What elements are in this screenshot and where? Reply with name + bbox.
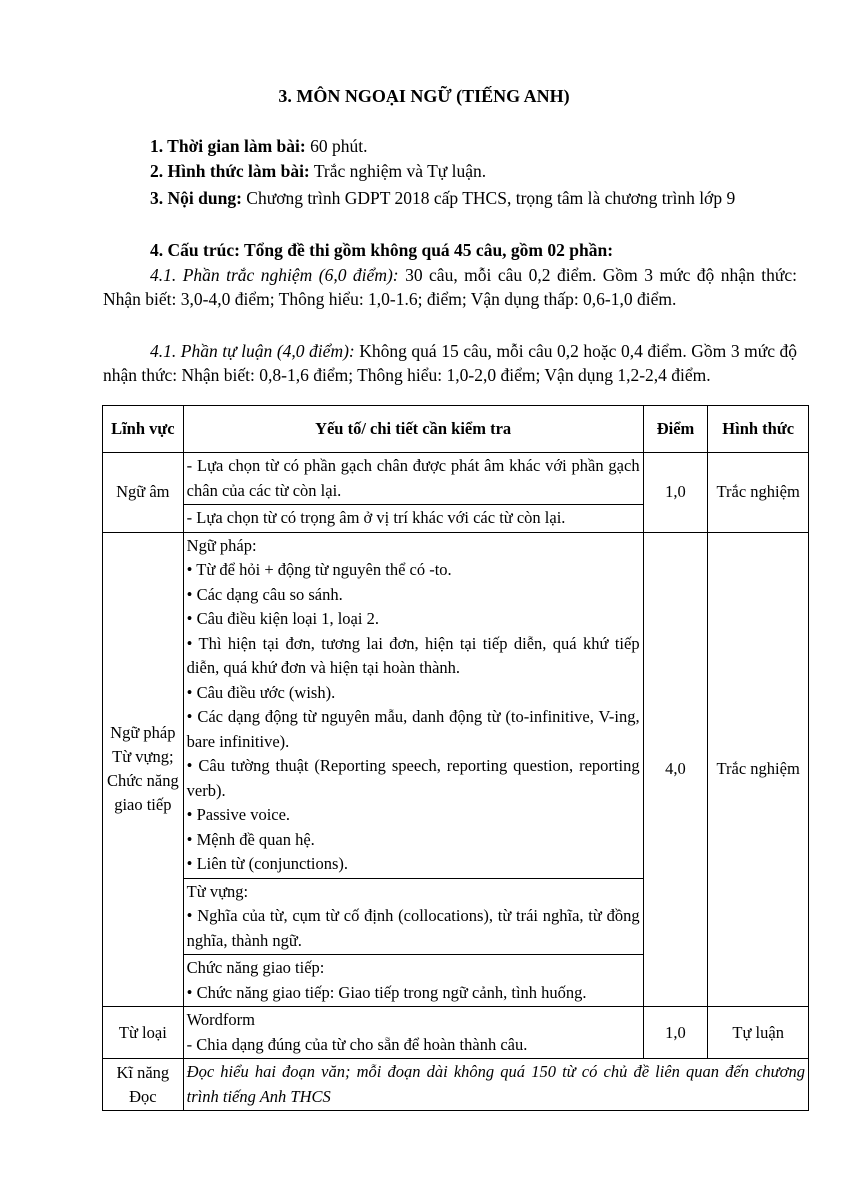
item-line: • Các dạng câu so sánh. (186, 584, 343, 604)
form-cell: Tự luận (708, 1007, 809, 1059)
mc-label: 4.1. Phần trắc nghiệm (6,0 điểm): (150, 265, 399, 285)
table-row (103, 532, 809, 1007)
item-line: • Câu điều ước (wish). (186, 682, 336, 702)
item-section (184, 505, 643, 532)
essay-value: Không quá 15 câu, mỗi câu 0,2 hoặc 0,4 điểm. Gồm 3 mức độ nhận thức: Nhận biết: 0,8-1,6 điểm; Thông hiểu: 1,0-2,0 điểm; Vận dụng 1,2-2,4 điểm. (103, 341, 797, 385)
essay-paragraph (103, 339, 797, 387)
field-cell: Kĩ năng Đọc (103, 1059, 184, 1111)
item-cell (183, 1007, 643, 1059)
field-cell: Ngữ âm (103, 453, 184, 533)
item-line: - Lựa chọn từ có trọng âm ở vị trí khác với các từ còn lại. (186, 508, 566, 527)
item-line: • Mệnh đề quan hệ. (186, 829, 315, 849)
item-line: • Câu tường thuật (Reporting speech, reporting question, reporting verb). (186, 756, 640, 800)
item-section (184, 533, 643, 879)
table-row (103, 1059, 809, 1111)
item-line: • Liên từ (conjunctions). (186, 854, 349, 873)
item-line: Ngữ pháp: (186, 535, 257, 555)
header-form: Hình thức (708, 406, 809, 453)
header-item: Yếu tố/ chi tiết cần kiểm tra (183, 406, 643, 453)
item-section (184, 955, 643, 1006)
item-section (184, 453, 643, 505)
score-cell: 4,0 (643, 532, 708, 1007)
score-cell: 1,0 (643, 1007, 708, 1059)
time-label: 1. Thời gian làm bài: (150, 136, 306, 156)
item-line: Wordform (186, 1010, 255, 1029)
table-header-row (103, 406, 809, 453)
item-line: Từ vựng: (186, 881, 249, 901)
field-cell: Từ loại (103, 1007, 184, 1059)
header-score: Điểm (643, 406, 708, 453)
form-cell: Trắc nghiệm (708, 453, 809, 533)
essay-label: 4.1. Phần tự luận (4,0 điểm): (150, 341, 355, 361)
section-title: 3. MÔN NGOẠI NGỮ (TIẾNG ANH) (278, 86, 570, 106)
form-paragraph (103, 159, 797, 183)
item-cell (183, 453, 643, 533)
header-field: Lĩnh vực (103, 406, 184, 453)
item-line: • Nghĩa của từ, cụm từ cố định (collocations), từ trái nghĩa, từ đồng nghĩa, thành ngữ. (186, 906, 640, 950)
item-line: • Chức năng giao tiếp: Giao tiếp trong ngữ cảnh, tình huống. (186, 982, 587, 1002)
mc-paragraph (103, 263, 797, 311)
mc-value: 30 câu, mỗi câu 0,2 điểm. Gồm 3 mức độ nhận thức: Nhận biết: 3,0-4,0 điểm; Thông hiểu: 1,0-1.6; điểm; Vận dụng thấp: 0,6-1,0 điểm. (103, 265, 797, 309)
item-line: • Thì hiện tại đơn, tương lai đơn, hiện tại tiếp diễn, quá khứ tiếp diễn, quá khứ đơn và hiện tại hoàn thành. (186, 633, 640, 677)
table-row (103, 1007, 809, 1059)
item-line: Chức năng giao tiếp: (186, 958, 325, 977)
table-body (103, 453, 809, 1111)
score-cell: 1,0 (643, 453, 708, 533)
table-row (103, 453, 809, 533)
form-value: Trắc nghiệm và Tự luận. (309, 161, 487, 181)
content-value: Chương trình GDPT 2018 cấp THCS, trọng tâm là chương trình lớp 9 (241, 188, 736, 208)
time-value: 60 phút. (305, 136, 368, 156)
form-label: 2. Hình thức làm bài: (150, 161, 310, 181)
item-line: Đọc hiểu hai đoạn văn; mỗi đoạn dài không quá 150 từ có chủ đề liên quan đến chương trình tiếng Anh THCS (186, 1062, 805, 1106)
item-section (184, 879, 643, 956)
item-section (184, 1059, 808, 1110)
time-paragraph (103, 134, 797, 158)
item-section (184, 1007, 643, 1058)
field-cell: Ngữ pháp Từ vựng; Chức năng giao tiếp (103, 532, 184, 1007)
item-line: • Từ để hỏi + động từ nguyên thể có -to. (186, 560, 452, 579)
item-line: • Passive voice. (186, 805, 291, 824)
item-line: - Chia dạng đúng của từ cho sẵn để hoàn thành câu. (186, 1034, 528, 1054)
item-line: • Câu điều kiện loại 1, loại 2. (186, 609, 379, 628)
exam-structure-table (102, 405, 809, 1111)
content-label: 3. Nội dung: (150, 188, 242, 208)
structure-heading: 4. Cấu trúc: Tổng đề thi gồm không quá 45 câu, gồm 02 phần: (150, 240, 614, 260)
item-line: - Lựa chọn từ có phần gạch chân được phát âm khác với phần gạch chân của các từ còn lại. (186, 456, 640, 500)
form-cell: Trắc nghiệm (708, 532, 809, 1007)
item-cell (183, 1059, 808, 1111)
item-line: • Các dạng động từ nguyên mẫu, danh động từ (to-infinitive, V-ing, bare infinitive). (186, 707, 640, 751)
content-paragraph (103, 186, 797, 210)
item-cell (183, 532, 643, 1007)
